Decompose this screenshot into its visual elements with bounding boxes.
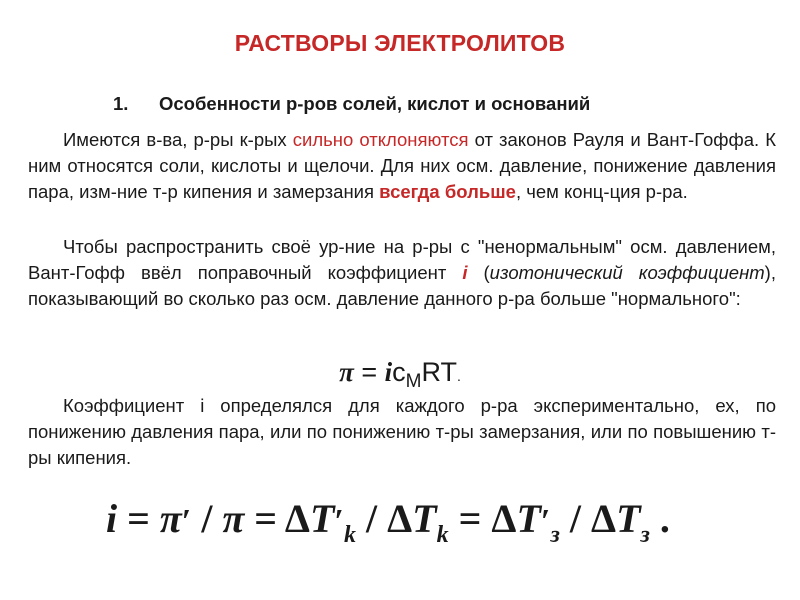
f2-eq1: = xyxy=(117,496,160,541)
p1-text-a: Имеются в-ва, р-ры к-рых xyxy=(63,129,293,150)
section-number: 1. xyxy=(113,93,129,114)
p2-text-b: ( xyxy=(467,262,490,283)
f2-T3: T xyxy=(516,496,541,541)
slide-title: РАСТВОРЫ ЭЛЕКТРОЛИТОВ xyxy=(234,30,566,56)
formula-dot: . xyxy=(457,368,461,384)
molarity-subscript: M xyxy=(405,371,422,392)
p2-text-c: ), показывающий во сколько раз осм. давление данного р-ра больше "нормального": xyxy=(28,262,776,309)
f2-T4: T xyxy=(616,496,641,541)
f2-eq2: = xyxy=(244,496,285,541)
f2-pi: π xyxy=(222,496,245,541)
p1-text-c: , чем конц-ция р-ра. xyxy=(515,181,688,202)
isotonic-coefficient-formula xyxy=(106,494,670,560)
f2-T1: T xyxy=(309,496,335,541)
p1-highlight-always-more: всегда больше xyxy=(379,181,516,202)
f2-slash2: / xyxy=(355,496,388,541)
c-symbol: c xyxy=(392,357,406,387)
p2-isotonic-term: изотонический коэффициент xyxy=(489,262,765,283)
f2-sub4: з xyxy=(640,522,650,548)
section-heading xyxy=(113,93,590,115)
f2-prime-2: ′ xyxy=(334,503,344,540)
pi-symbol: π xyxy=(339,357,354,387)
rt-symbol: RT xyxy=(421,357,457,387)
p2-text-a: Чтобы распространить своё ур-ние на р-ры с "ненормальным" осм. давлением, Вант-Гофф ввёл поправочный коэффициент xyxy=(28,236,776,283)
f2-prime-1: ′ xyxy=(181,503,192,540)
paragraph-1 xyxy=(28,127,776,205)
f2-slash3: / xyxy=(559,496,591,541)
p1-highlight-deviate: сильно отклоняются xyxy=(292,129,469,150)
f2-sub2: k xyxy=(436,522,449,548)
f2-pi-prime: π xyxy=(159,496,182,541)
i-symbol: i xyxy=(384,357,393,387)
p2-coefficient-i: i xyxy=(462,262,468,283)
paragraph-2 xyxy=(28,234,776,312)
f2-delta4: Δ xyxy=(590,496,617,541)
f2-sub1: k xyxy=(343,522,356,548)
paragraph-3: Коэффициент i определялся для каждого р-ра экспериментально, ех, по понижению давления пара, или по понижению т-ры замерзания, или по повышению т-ры кипения. xyxy=(28,395,776,468)
section-heading-text: Особенности р-ров солей, кислот и оснований xyxy=(159,93,591,114)
f2-delta2: Δ xyxy=(387,496,413,541)
f2-sub3: з xyxy=(550,522,560,548)
f2-eq3: = xyxy=(448,496,492,541)
f2-T2: T xyxy=(412,496,437,541)
f2-i: i xyxy=(106,496,118,541)
f2-delta3: Δ xyxy=(491,496,517,541)
f2-delta1: Δ xyxy=(284,496,310,541)
f2-prime-3: ′ xyxy=(540,503,551,540)
equals-sign: = xyxy=(353,357,385,387)
p1-text-b: от законов Рауля и Вант-Гоффа. К ним относятся соли, кислоты и щелочи. Для них осм. давление, понижение давления пара, изм-ние т-р кипения и замерзания xyxy=(28,129,776,202)
f2-end: . xyxy=(649,496,670,541)
f2-slash1: / xyxy=(191,496,223,541)
